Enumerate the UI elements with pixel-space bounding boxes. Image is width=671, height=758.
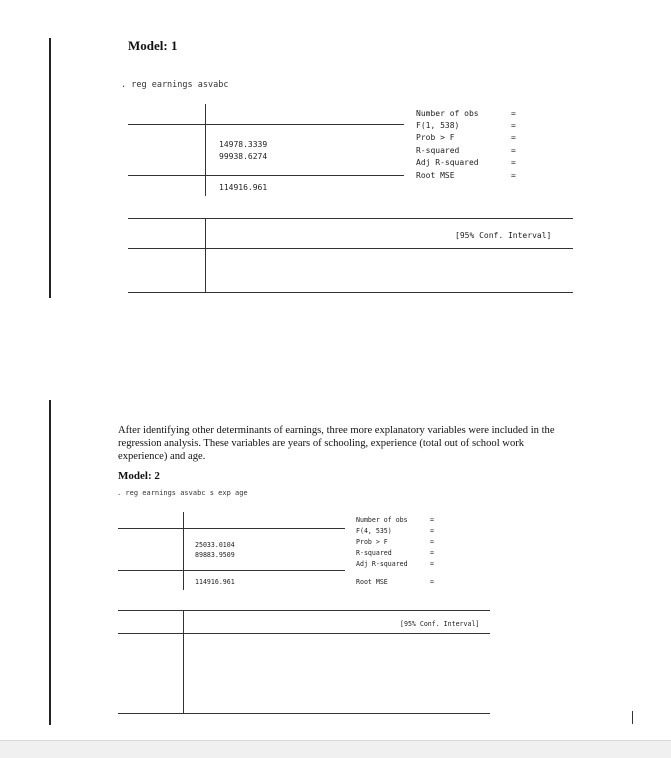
stat-eq: = — [430, 538, 434, 546]
anova-row-residual-ss: 99938.6274 — [219, 152, 268, 161]
stat-label: Root MSE — [416, 171, 455, 180]
stat-label: Adj R-squared — [416, 158, 479, 167]
stat-eq: = — [430, 549, 434, 557]
anova-row-residual-ss: 89883.9509 — [195, 551, 235, 559]
coef-hline-mid — [128, 248, 573, 249]
anova-hline-mid — [118, 570, 345, 571]
anova-vline — [183, 512, 184, 590]
coef-vline — [205, 218, 206, 293]
model2-command: . reg earnings asvabc s exp age — [117, 489, 248, 497]
bottom-status-bar — [0, 740, 671, 758]
anova-hline-top — [118, 528, 345, 529]
model1-title: Model: 1 — [128, 38, 178, 53]
stat-label: Prob > F — [416, 133, 455, 142]
anova-hline-mid — [128, 175, 404, 176]
left-margin-bar-2 — [49, 400, 51, 725]
anova-vline — [205, 104, 206, 196]
anova-row-total-ss: 114916.961 — [219, 183, 268, 192]
coef-hline-bot — [128, 292, 573, 293]
stat-label: R-squared — [416, 146, 460, 155]
anova-row-model-ss: 25033.0104 — [195, 541, 235, 549]
stat-eq: = — [511, 158, 516, 167]
stat-eq: = — [430, 516, 434, 524]
stat-label: Prob > F — [356, 538, 388, 546]
stat-eq: = — [430, 527, 434, 535]
anova-row-model-ss: 14978.3339 — [219, 140, 268, 149]
model2-title: Model: 2 — [118, 470, 160, 482]
anova-row-total-ss: 114916.961 — [195, 578, 235, 586]
coef-header-ci: [95% Conf. Interval] — [400, 620, 480, 628]
stat-label: F(4, 535) — [356, 527, 392, 535]
stat-eq: = — [511, 171, 516, 180]
left-margin-bar-1 — [49, 38, 51, 298]
stat-eq: = — [511, 121, 516, 130]
coef-hline-top — [118, 610, 490, 611]
stat-label: R-squared — [356, 549, 392, 557]
coef-hline-top — [128, 218, 573, 219]
stat-label: F(1, 538) — [416, 121, 460, 130]
stat-label: Adj R-squared — [356, 560, 408, 568]
anova-hline-top — [128, 124, 404, 125]
model1-command: . reg earnings asvabc — [121, 80, 229, 90]
stat-label: Number of obs — [416, 109, 479, 118]
coef-hline-mid — [118, 633, 490, 634]
stat-label: Number of obs — [356, 516, 408, 524]
body-paragraph: After identifying other determinants of earnings, three more explanatory variables were included in the regression analysis. These variables are years of schooling, experience (total out of school work experience) and age. — [118, 425, 555, 462]
stat-eq: = — [430, 560, 434, 568]
stat-eq: = — [511, 109, 516, 118]
text-cursor — [632, 711, 633, 724]
coef-hline-bot — [118, 713, 490, 714]
stat-eq: = — [430, 578, 434, 586]
stat-eq: = — [511, 133, 516, 142]
coef-header-ci: [95% Conf. Interval] — [455, 231, 552, 240]
stat-eq: = — [511, 146, 516, 155]
stat-label: Root MSE — [356, 578, 388, 586]
coef-vline — [183, 610, 184, 714]
